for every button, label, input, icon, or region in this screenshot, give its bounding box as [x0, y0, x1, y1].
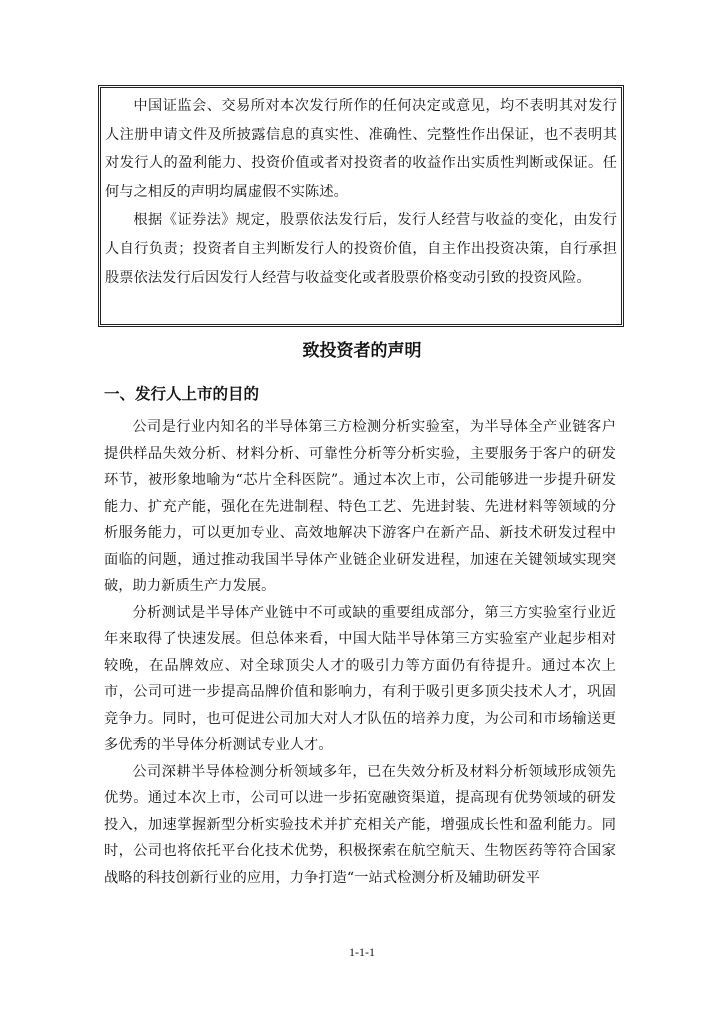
body-paragraph-2: 分析测试是半导体产业链中不可或缺的重要组成部分，第三方实验室行业近年来取得了快速发展。但总体来看，中国大陆半导体第三方实验室产业起步相对较晚，在品牌效应、对全球顶尖人才的吸引力等方面仍有待提升。通过本次上市，公司可进一步提高品牌价值和影响力，有利于吸引更多顶尖技术人才，巩固竞争力。同时，也可促进公司加大对人才队伍的培养力度，为公司和市场输送更多优秀的半导体分析测试专业人才。	[104, 604, 616, 753]
notice-paragraph-1: 中国证监会、交易所对本次发行所作的任何决定或意见，均不表明其对发行人注册申请文件及所披露信息的真实性、准确性、完整性作出保证，也不表明其对发行人的盈利能力、投资价值或者对投资者的收益作出实质性判断或保证。任何与之相反的声明均属虚假不实陈述。	[105, 98, 617, 200]
section-heading: 一、发行人上市的目的	[104, 385, 260, 403]
notice-paragraph-2: 根据《证券法》规定，股票依法发行后，发行人经营与收益的变化，由发行人自行负责；投资者自主判断发行人的投资价值，自主作出投资决策，自行承担股票依法发行后因发行人经营与收益变化或者股票价格变动引致的投资风险。	[105, 212, 617, 286]
body-paragraph-1: 公司是行业内知名的半导体第三方检测分析实验室，为半导体全产业链客户提供样品失效分析、材料分析、可靠性分析等分析实验，主要服务于客户的研发环节，被形象地喻为“芯片全科医院”。通过本次上市，公司能够进一步提升研发能力、扩充产能，强化在先进制程、特色工艺、先进封装、先进材料等领域的分析服务能力，可以更加专业、高效地解决下游客户在新产品、新技术研发过程中面临的问题，通过推动我国半导体产业链企业研发进程，加速在关键领域实现突破，助力新质生产力发展。	[104, 419, 616, 594]
body-paragraph-3: 公司深耕半导体检测分析领域多年，已在失效分析及材料分析领域形成领先优势。通过本次上市，公司可以进一步拓宽融资渠道，提高现有优势领域的研发投入，加速掌握新型分析实验技术并扩充相关产能，增强成长性和盈利能力。同时，公司也将依托平台化技术优势，积极探索在航空航天、生物医药等符合国家战略的科技创新行业的应用，力争打造“一站式检测分析及辅助研发平	[104, 763, 616, 886]
page-number: 1-1-1	[349, 945, 375, 959]
document-title: 致投资者的声明	[302, 341, 422, 361]
section-body	[104, 414, 616, 891]
regulatory-notice-box	[98, 85, 624, 327]
